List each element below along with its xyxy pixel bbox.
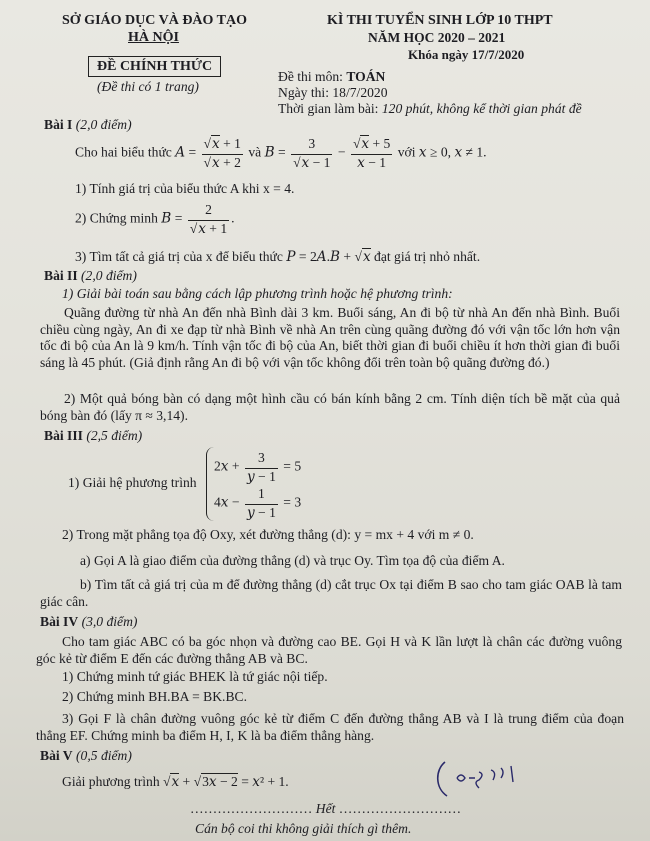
bai1-q1: 1) Tính giá trị của biểu thức A khi x = 4. (75, 181, 295, 196)
system-eq2: 4x − $\frac{1}{y - 1}$ = 3 (214, 486, 302, 521)
exam-title: KÌ THI TUYỂN SINH LỚP 10 THPT (327, 13, 553, 28)
end-line: ……………………… Hết ……………………… (190, 801, 462, 816)
footer-note: Cán bộ coi thi không giải thích gì thêm. (195, 821, 412, 836)
bai1-heading: Bài I (2,0 điểm) (44, 117, 132, 132)
bai5-heading: Bài V (0,5 điểm) (40, 748, 132, 763)
bai3-q1: 1) Giải hệ phương trình (68, 475, 197, 490)
bai3-heading: Bài III (2,5 điểm) (44, 428, 143, 443)
bai2-q2: 2) Một quả bóng bàn có dạng một hình cầu có bán kính bằng 2 cm. Tính diện tích bề mặt của quả bóng bàn đó (lấy π ≈ 3,14). (40, 391, 620, 423)
bai3-q2b: b) Tìm tất cả giá trị của m để đường thẳng (d) cắt trục Ox tại điểm B sao cho tam giác OAB là tam giác cân. (40, 577, 622, 609)
bai1-q2: 2) Chứng minh B = $\frac{2}{√x + 1}$ . (75, 202, 235, 237)
school-year: NĂM HỌC 2020 – 2021 (368, 30, 506, 45)
bai3-q2a: a) Gọi A là giao điểm của đường thẳng (d) và trục Oy. Tìm tọa độ của điểm A. (80, 553, 505, 568)
session-date: Khóa ngày 17/7/2020 (408, 47, 525, 62)
handwritten-note (433, 756, 523, 800)
dept-line2: HÀ NỘI (128, 30, 179, 45)
bai1-intro: Cho hai biểu thức A = $\frac{√x + 1}{√x + 2}$ và B = $\frac{3}{√x - 1}$ − $\frac{√x + 5}{x - 1}$ với x ≥ 0, x ≠ 1. (75, 136, 487, 171)
pages-note: (Đề thi có 1 trang) (97, 79, 199, 94)
bai2-q1: 1) Giải bài toán sau bằng cách lập phương trình hoặc hệ phương trình: (62, 286, 453, 301)
exam-date: Ngày thi: 18/7/2020 (278, 85, 388, 100)
bai1-q3: 3) Tìm tất cả giá trị của x để biểu thức P = 2A.B + √x đạt giá trị nhỏ nhất. (75, 249, 481, 265)
system-eq1: 2x + $\frac{3}{y - 1}$ = 5 (214, 450, 302, 485)
bai3-q2: 2) Trong mặt phẳng tọa độ Oxy, xét đường thẳng (d): y = mx + 4 với m ≠ 0. (62, 527, 474, 542)
bai2-heading: Bài II (2,0 điểm) (44, 268, 137, 283)
bai5-q: Giải phương trình √x + √3x − 2 = x² + 1. (62, 774, 289, 790)
bai4-q1: 1) Chứng minh tứ giác BHEK là tứ giác nội tiếp. (62, 669, 328, 684)
subject-line: Đề thi môn: TOÁN (278, 69, 386, 84)
bai2-problem: Quãng đường từ nhà An đến nhà Bình dài 3 km. Buổi sáng, An đi bộ từ nhà An đến nhà Bình. Buổi chiều cùng ngày, An đi xe đạp từ nhà Bình về nhà An trên cùng quãng đường đó với vận tốc lớn hơn vận tốc đi bộ của An là 9 km/h. Tính vận tốc đi bộ của An, biết thời gian đi buổi chiều ít hơn thời gian đi buổi sáng là 45 phút. (Giả định rằng An đi bộ với vận tốc không đổi trên toàn bộ quãng đường đó.) (40, 305, 620, 370)
bai4-q3: 3) Gọi F là chân đường vuông góc kẻ từ điểm C đến đường thẳng AB và I là trung điểm của đoạn thẳng EF. Chứng minh ba điểm H, I, K là ba điểm thẳng hàng. (36, 711, 624, 743)
bai4-q2: 2) Chứng minh BH.BA = BK.BC. (62, 689, 247, 704)
time-line: Thời gian làm bài: 120 phút, không kể thời gian phát đề (278, 101, 582, 116)
dept-line1: SỞ GIÁO DỤC VÀ ĐÀO TẠO (62, 13, 248, 28)
bai4-heading: Bài IV (3,0 điểm) (40, 614, 138, 629)
bai4-intro: Cho tam giác ABC có ba góc nhọn và đường cao BE. Gọi H và K lần lượt là chân các đường vuông góc kẻ từ điểm E đến các đường thẳng AB và BC. (36, 634, 622, 666)
official-label: ĐỀ CHÍNH THỨC (88, 56, 221, 77)
